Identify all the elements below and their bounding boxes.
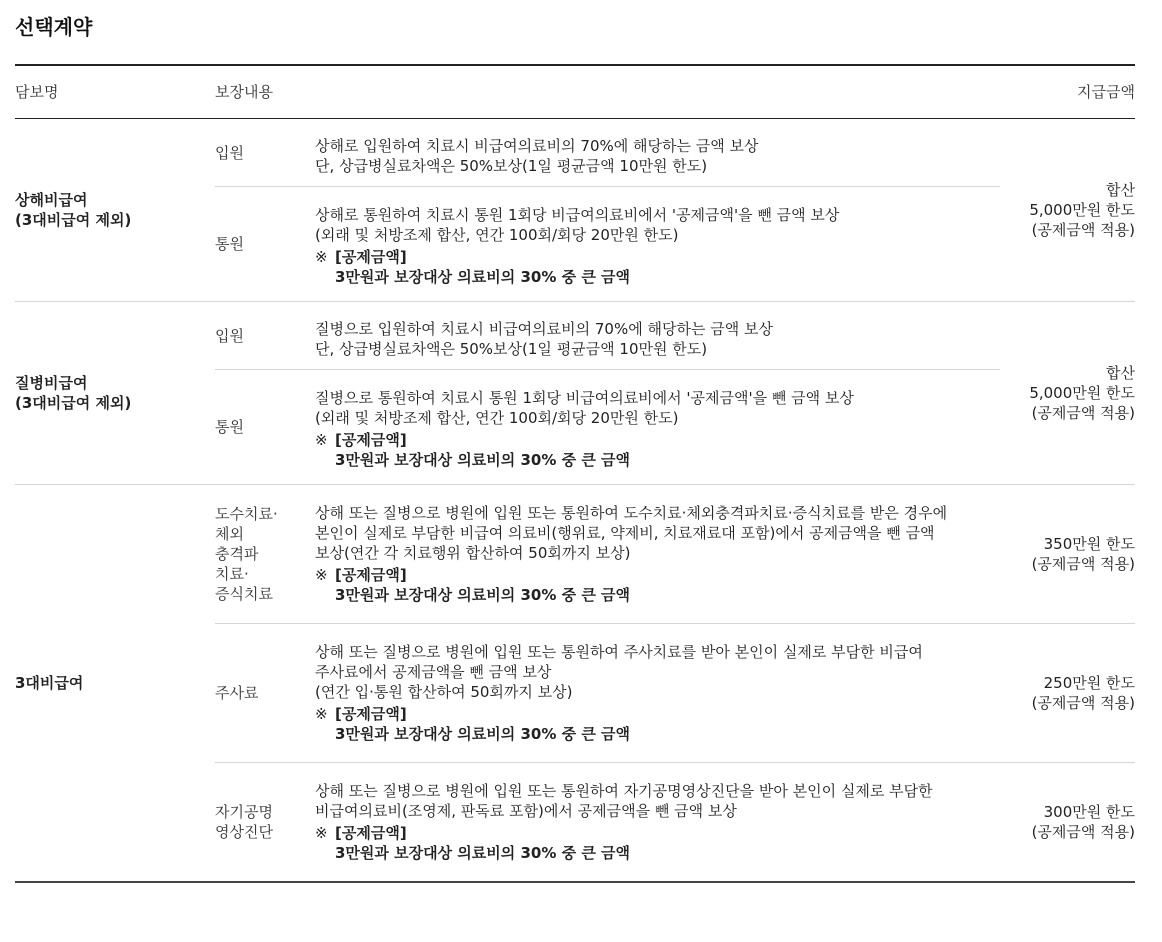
note-text: 3만원과 보장대상 의료비의 30% 중 큰 금액 — [335, 451, 631, 469]
header-name: 담보명 — [15, 65, 215, 119]
payment-amount — [1000, 119, 1135, 302]
note-mark: ※ — [315, 431, 328, 449]
description-line: 상해 또는 질병으로 병원에 입원 또는 통원하여 주사치료를 받아 본인이 실제로 부담한 비급여 — [315, 643, 923, 661]
sub-coverage-name: 통원 — [215, 370, 315, 485]
note-text: 3만원과 보장대상 의료비의 30% 중 큰 금액 — [335, 725, 631, 743]
note-mark: ※ — [315, 566, 328, 584]
coverage-description — [315, 302, 1000, 370]
description-line: 상해 또는 질병으로 병원에 입원 또는 통원하여 도수치료·체외충격파치료·증식치료를 받은 경우에 — [315, 504, 948, 522]
amount-line: (공제금액 적용) — [1031, 694, 1135, 712]
payment-amount — [1000, 485, 1135, 624]
coverage-description — [315, 119, 1000, 187]
amount-line: 300만원 한도 — [1043, 803, 1135, 821]
sub-name-line: 주사료 — [215, 684, 259, 702]
sub-coverage-name — [215, 624, 315, 763]
payment-amount — [1000, 302, 1135, 485]
note-label: [공제금액] — [335, 248, 407, 266]
coverage-name-line: 질병비급여 — [15, 374, 88, 392]
description-line: 단, 상급병실료차액은 50%보상(1일 평균금액 10만원 한도) — [315, 340, 708, 358]
payment-amount — [1000, 624, 1135, 763]
description-line: 질병으로 통원하여 치료시 통원 1회당 비급여의료비에서 '공제금액'을 뺀 금액 보상 — [315, 389, 854, 407]
description-line: 비급여의료비(조영제, 판독료 포함)에서 공제금액을 뺀 금액 보상 — [315, 802, 737, 820]
deductible-note — [315, 565, 1000, 605]
amount-line: 5,000만원 한도 — [1029, 201, 1135, 219]
deductible-note — [315, 704, 1000, 744]
amount-line: 250만원 한도 — [1043, 674, 1135, 692]
amount-line: (공제금액 적용) — [1031, 555, 1135, 573]
sub-coverage-name: 입원 — [215, 119, 315, 187]
header-content: 보장내용 — [215, 65, 1000, 119]
table-row — [15, 302, 1135, 370]
sub-name-line: 충격파 — [215, 545, 259, 563]
page-title: 선택계약 — [15, 15, 93, 39]
header-amount: 지급금액 — [1000, 65, 1135, 119]
note-label: [공제금액] — [335, 824, 407, 842]
description-line: (외래 및 처방조제 합산, 연간 100회/회당 20만원 한도) — [315, 409, 679, 427]
coverage-description — [315, 763, 1000, 883]
coverage-description — [315, 187, 1000, 302]
description-line: (외래 및 처방조제 합산, 연간 100회/회당 20만원 한도) — [315, 226, 679, 244]
deductible-note — [315, 247, 1000, 287]
amount-line: 합산 — [1106, 181, 1135, 199]
note-mark: ※ — [315, 705, 328, 723]
description-line: 상해로 입원하여 치료시 비급여의료비의 70%에 해당하는 금액 보상 — [315, 137, 759, 155]
coverage-name-line: (3대비급여 제외) — [15, 394, 132, 412]
note-label: [공제금액] — [335, 705, 407, 723]
description-line: 보상(연간 각 치료행위 합산하여 50회까지 보상) — [315, 544, 631, 562]
description-line: 주사료에서 공제금액을 뺀 금액 보상 — [315, 663, 552, 681]
note-text: 3만원과 보장대상 의료비의 30% 중 큰 금액 — [335, 844, 631, 862]
table-header-row — [15, 65, 1135, 119]
sub-name-line: 치료· — [215, 565, 249, 583]
table-row — [15, 119, 1135, 187]
sub-name-line: 체외 — [215, 525, 244, 543]
note-mark: ※ — [315, 824, 328, 842]
amount-line: (공제금액 적용) — [1031, 221, 1135, 239]
note-text: 3만원과 보장대상 의료비의 30% 중 큰 금액 — [335, 586, 631, 604]
note-text: 3만원과 보장대상 의료비의 30% 중 큰 금액 — [335, 268, 631, 286]
amount-line: (공제금액 적용) — [1031, 823, 1135, 841]
description-line: 단, 상급병실료차액은 50%보상(1일 평균금액 10만원 한도) — [315, 157, 708, 175]
amount-line: 합산 — [1106, 364, 1135, 382]
coverage-name — [15, 119, 215, 302]
coverage-name-line: 3대비급여 — [15, 674, 84, 692]
sub-name-line: 증식치료 — [215, 585, 273, 603]
deductible-note — [315, 430, 1000, 470]
description-line: 상해 또는 질병으로 병원에 입원 또는 통원하여 자기공명영상진단을 받아 본인이 실제로 부담한 — [315, 782, 933, 800]
description-line: 본인이 실제로 부담한 비급여 의료비(행위료, 약제비, 치료재료대 포함)에서 공제금액을 뺀 금액 — [315, 524, 935, 542]
coverage-description — [315, 485, 1000, 624]
deductible-note — [315, 823, 1000, 863]
sub-name-line: 자기공명 — [215, 803, 273, 821]
sub-name-line: 영상진단 — [215, 823, 273, 841]
coverage-name-line: (3대비급여 제외) — [15, 211, 132, 229]
sub-coverage-name: 통원 — [215, 187, 315, 302]
sub-coverage-name — [215, 763, 315, 883]
coverage-description — [315, 370, 1000, 485]
note-mark: ※ — [315, 248, 328, 266]
description-line: 질병으로 입원하여 치료시 비급여의료비의 70%에 해당하는 금액 보상 — [315, 320, 773, 338]
sub-coverage-name — [215, 485, 315, 624]
description-line: 상해로 통원하여 치료시 통원 1회당 비급여의료비에서 '공제금액'을 뺀 금액 보상 — [315, 206, 840, 224]
coverage-name — [15, 302, 215, 485]
coverage-description — [315, 624, 1000, 763]
note-label: [공제금액] — [335, 566, 407, 584]
sub-name-line: 도수치료· — [215, 505, 278, 523]
amount-line: (공제금액 적용) — [1031, 404, 1135, 422]
payment-amount — [1000, 763, 1135, 883]
description-line: (연간 입·통원 합산하여 50회까지 보상) — [315, 683, 573, 701]
table-row — [15, 485, 1135, 624]
note-label: [공제금액] — [335, 431, 407, 449]
coverage-name-line: 상해비급여 — [15, 191, 88, 209]
coverage-name — [15, 485, 215, 883]
amount-line: 5,000만원 한도 — [1029, 384, 1135, 402]
coverage-table — [15, 64, 1135, 883]
amount-line: 350만원 한도 — [1043, 535, 1135, 553]
sub-coverage-name: 입원 — [215, 302, 315, 370]
